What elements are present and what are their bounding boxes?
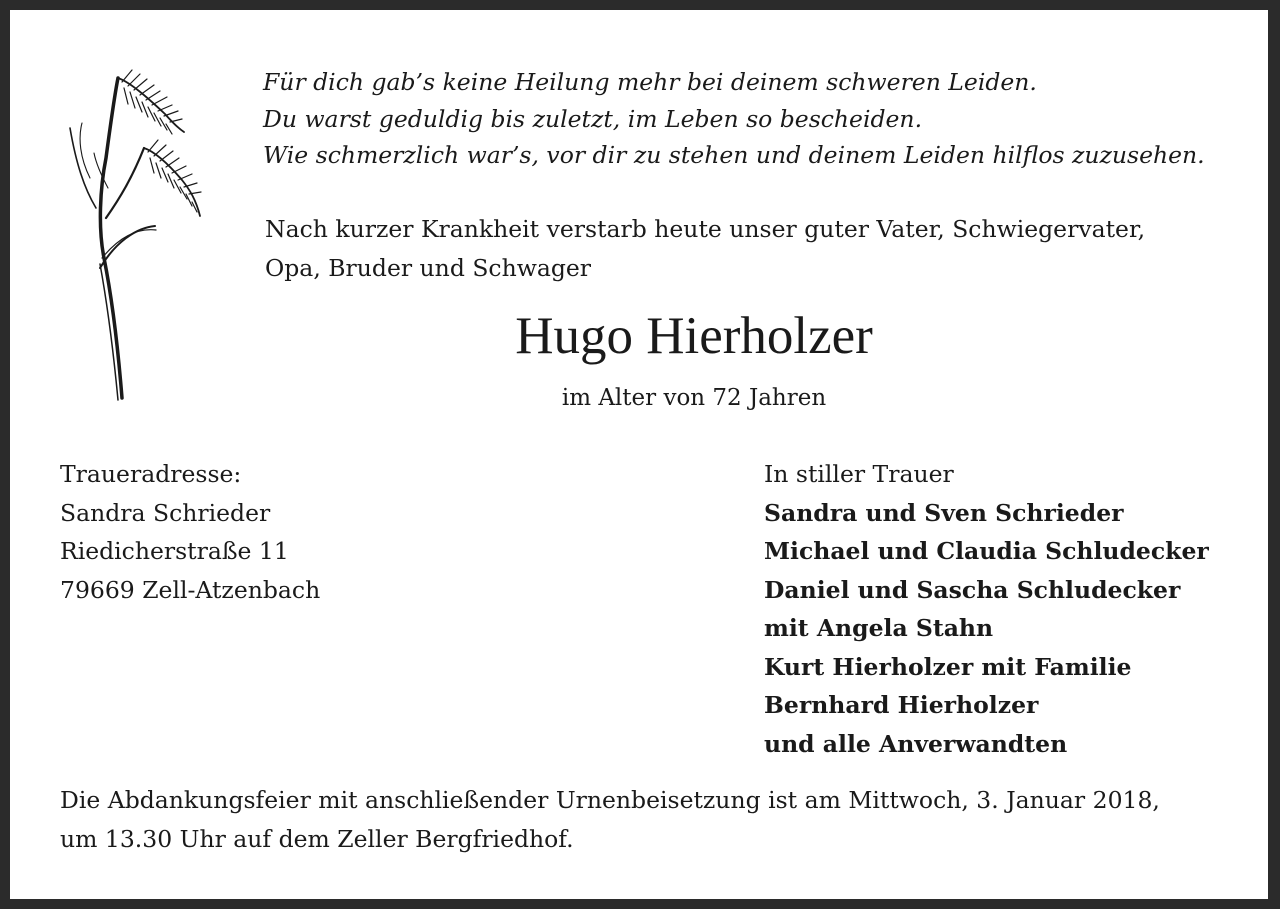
poem [263, 64, 1205, 174]
mourner-name: Michael und Claudia Schludecker [764, 537, 1209, 565]
poem-line: Für dich gab’s keine Heilung mehr bei deinem schweren Leiden. [263, 68, 1037, 96]
address-name: Sandra Schrieder [60, 498, 271, 527]
address-city: 79669 Zell-Atzenbach [60, 575, 321, 604]
intro-line: Nach kurzer Krankheit verstarb heute unser guter Vater, Schwiegervater, [265, 215, 1146, 243]
poem-line: Du warst geduldig bis zuletzt, im Leben so bescheiden. [263, 104, 923, 133]
address-label: Traueradresse: [60, 460, 242, 488]
ceremony-info [60, 781, 1160, 858]
deceased-age: im Alter von 72 Jahren [561, 385, 827, 411]
ceremony-line: um 13.30 Uhr auf dem Zeller Bergfriedhof. [60, 824, 574, 853]
mourner-name: Bernhard Hierholzer [764, 691, 1039, 719]
mourners-heading: In stiller Trauer [764, 460, 954, 488]
mourner-name: mit Angela Stahn [764, 614, 994, 642]
address-street: Riedicherstraße 11 [60, 537, 289, 565]
mourner-name: und alle Anverwandten [764, 729, 1068, 758]
mourning-address [60, 455, 320, 609]
poem-line: Wie schmerzlich war’s, vor dir zu stehen und deinem Leiden hilflos zuzusehen. [263, 141, 1205, 169]
death-announcement-text [265, 210, 1145, 287]
mourners-list [764, 455, 1209, 763]
intro-line: Opa, Bruder und Schwager [265, 253, 592, 282]
mourner-name: Kurt Hierholzer mit Familie [764, 652, 1132, 681]
ceremony-line: Die Abdankungsfeier mit anschließender Urnenbeisetzung ist am Mittwoch, 3. Januar 2018, [60, 786, 1160, 814]
mourner-name: Sandra und Sven Schrieder [764, 498, 1124, 527]
mourner-name: Daniel und Sascha Schludecker [764, 575, 1181, 604]
deceased-name: Hugo Hierholzer [515, 307, 873, 365]
